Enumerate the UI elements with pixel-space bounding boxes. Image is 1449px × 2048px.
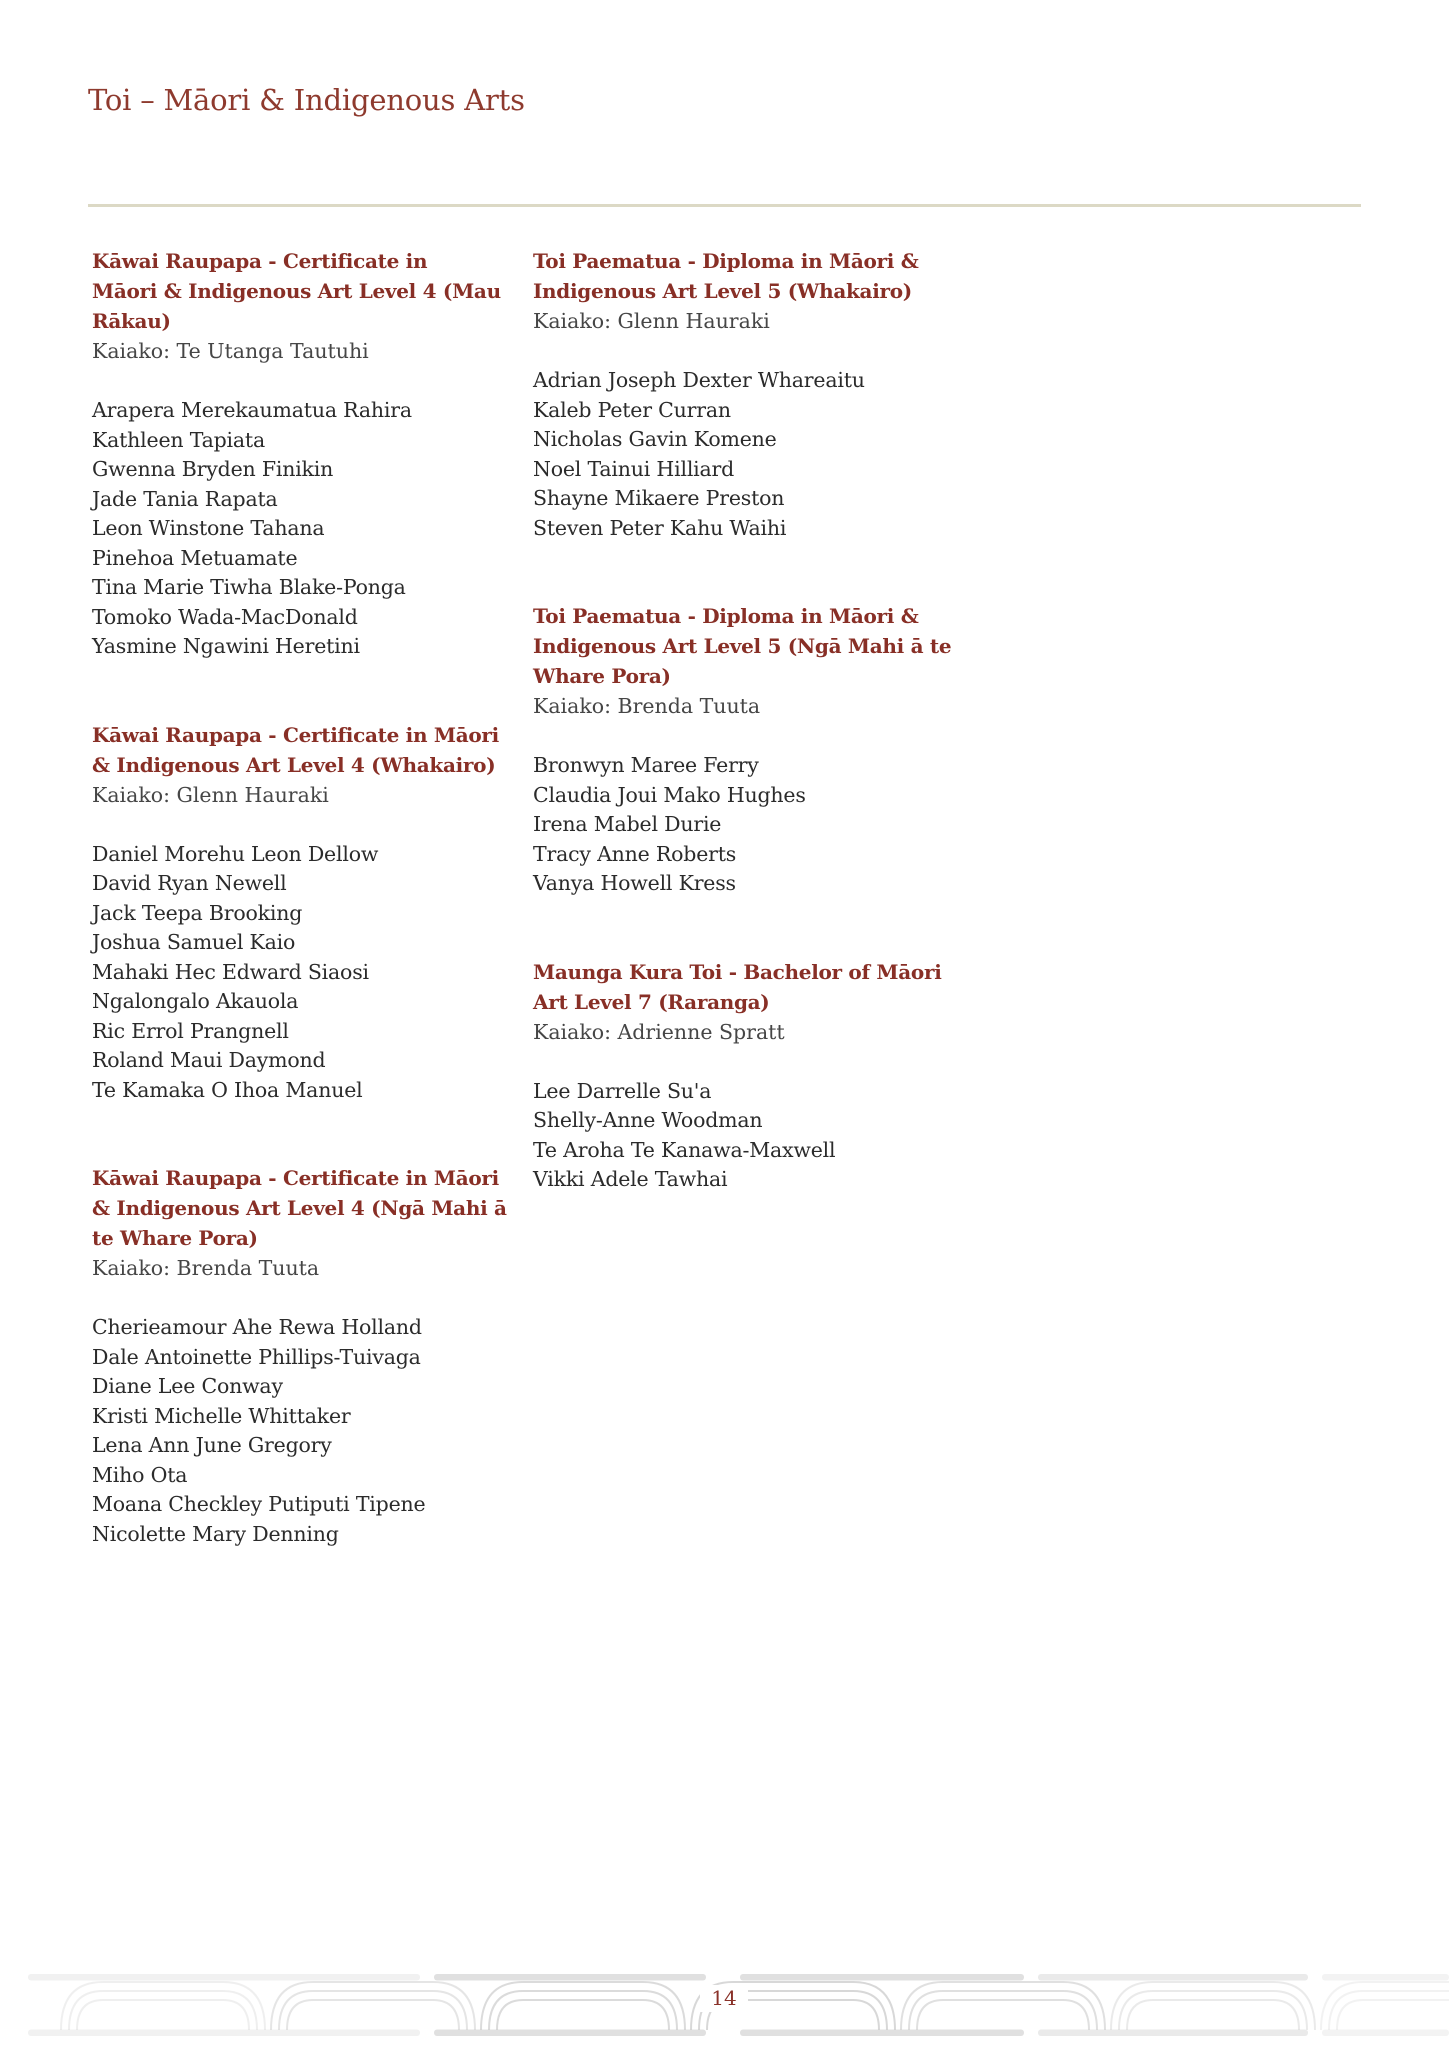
student-name: Gwenna Bryden Finikin	[92, 457, 334, 481]
course-title-line: Art Level 7 (Raranga)	[533, 989, 770, 1014]
course-title	[533, 601, 973, 691]
course-title-line: & Indigenous Art Level 4 (Whakairo)	[92, 752, 496, 777]
student-name: Vanya Howell Kress	[533, 871, 736, 895]
course-section	[533, 601, 973, 899]
student-list	[533, 366, 973, 543]
student-name: Kaleb Peter Curran	[533, 397, 731, 422]
left-column	[92, 246, 532, 1607]
student-name: Ngalongalo Akauola	[92, 989, 299, 1013]
student-list	[92, 1313, 532, 1549]
course-title	[92, 1163, 532, 1253]
student-name: Leon Winstone Tahana	[92, 516, 325, 540]
student-name: Tina Marie Tiwha Blake-Ponga	[92, 575, 406, 599]
student-name: Pinehoa Metuamate	[92, 545, 298, 570]
right-column	[533, 246, 973, 1253]
course-title-line: Kāwai Raupapa - Certificate in	[92, 249, 428, 273]
student-name: Jade Tania Rapata	[92, 486, 278, 511]
student-name: Dale Antoinette Phillips-Tuivaga	[92, 1344, 421, 1369]
student-name: Adrian Joseph Dexter Whareaitu	[533, 368, 865, 392]
student-name: Kathleen Tapiata	[92, 427, 265, 452]
student-name: Kristi Michelle Whittaker	[92, 1403, 351, 1428]
student-name: Daniel Morehu Leon Dellow	[92, 841, 379, 866]
student-name: Joshua Samuel Kaio	[92, 930, 296, 954]
kaiako-label: Kaiako: Adrienne Spratt	[533, 1019, 785, 1044]
student-name: Tomoko Wada-MacDonald	[92, 604, 358, 629]
student-list	[533, 1077, 973, 1195]
kaiako-label: Kaiako: Brenda Tuuta	[92, 1256, 320, 1280]
student-list	[92, 396, 532, 662]
student-name: Tracy Anne Roberts	[533, 841, 737, 866]
course-title-line: Kāwai Raupapa - Certificate in Māori	[92, 1166, 499, 1190]
student-name: Moana Checkley Putiputi Tipene	[92, 1492, 426, 1516]
student-name: Jack Teepa Brooking	[92, 900, 303, 925]
course-section	[92, 720, 532, 1106]
student-name: Bronwyn Maree Ferry	[533, 753, 759, 777]
student-name: Lee Darrelle Su'a	[533, 1078, 712, 1103]
student-name: Noel Tainui Hilliard	[533, 456, 735, 481]
course-title	[533, 957, 973, 1017]
student-name: Nicolette Mary Denning	[92, 1521, 339, 1546]
student-name: Roland Maui Daymond	[92, 1048, 326, 1072]
student-name: Irena Mabel Durie	[533, 812, 722, 836]
course-section	[92, 246, 532, 662]
student-name: David Ryan Newell	[92, 871, 287, 895]
student-name: Te Kamaka O Ihoa Manuel	[92, 1077, 363, 1102]
kaiako-label: Kaiako: Brenda Tuuta	[533, 694, 761, 718]
kaiako-label: Kaiako: Te Utanga Tautuhi	[92, 339, 369, 363]
student-list	[92, 840, 532, 1106]
course-title	[92, 720, 532, 780]
student-name: Claudia Joui Mako Hughes	[533, 782, 806, 807]
kaiako-label: Kaiako: Glenn Hauraki	[92, 782, 329, 807]
student-name: Mahaki Hec Edward Siaosi	[92, 959, 369, 984]
divider-rule	[88, 204, 1361, 207]
course-section	[92, 1163, 532, 1549]
course-title	[533, 246, 973, 306]
student-name: Miho Ota	[92, 1462, 188, 1487]
course-title	[92, 246, 532, 336]
course-title-line: Maunga Kura Toi - Bachelor of Māori	[533, 959, 942, 984]
student-name: Shelly-Anne Woodman	[533, 1108, 763, 1132]
student-name: Diane Lee Conway	[92, 1374, 283, 1398]
course-title-line: Indigenous Art Level 5 (Ngā Mahi ā te	[533, 634, 952, 658]
course-title-line: Rākau)	[92, 309, 171, 333]
page-number: 14	[700, 1985, 748, 2012]
page-title: Toi – Māori & Indigenous Arts	[88, 83, 525, 117]
course-title-line: Indigenous Art Level 5 (Whakairo)	[533, 279, 912, 303]
student-name: Nicholas Gavin Komene	[533, 427, 777, 451]
course-title-line: Māori & Indigenous Art Level 4 (Mau	[92, 279, 501, 303]
course-title-line: te Whare Pora)	[92, 1226, 258, 1250]
student-name: Steven Peter Kahu Waihi	[533, 515, 787, 540]
course-section	[533, 957, 973, 1195]
student-list	[533, 751, 973, 899]
course-title-line: Whare Pora)	[533, 664, 671, 688]
student-name: Te Aroha Te Kanawa-Maxwell	[533, 1137, 836, 1162]
student-name: Cherieamour Ahe Rewa Holland	[92, 1315, 422, 1339]
student-name: Arapera Merekaumatua Rahira	[92, 398, 412, 422]
course-title-line: Toi Paematua - Diploma in Māori &	[533, 604, 919, 628]
student-name: Yasmine Ngawini Heretini	[92, 634, 360, 658]
student-name: Ric Errol Prangnell	[92, 1018, 289, 1043]
student-name: Lena Ann June Gregory	[92, 1433, 332, 1457]
kaiako-label: Kaiako: Glenn Hauraki	[533, 309, 770, 333]
course-title-line: Toi Paematua - Diploma in Māori &	[533, 249, 919, 273]
student-name: Shayne Mikaere Preston	[533, 486, 785, 510]
student-name: Vikki Adele Tawhai	[533, 1167, 728, 1191]
course-title-line: Kāwai Raupapa - Certificate in Māori	[92, 722, 499, 747]
course-section	[533, 246, 973, 543]
course-title-line: & Indigenous Art Level 4 (Ngā Mahi ā	[92, 1196, 507, 1220]
